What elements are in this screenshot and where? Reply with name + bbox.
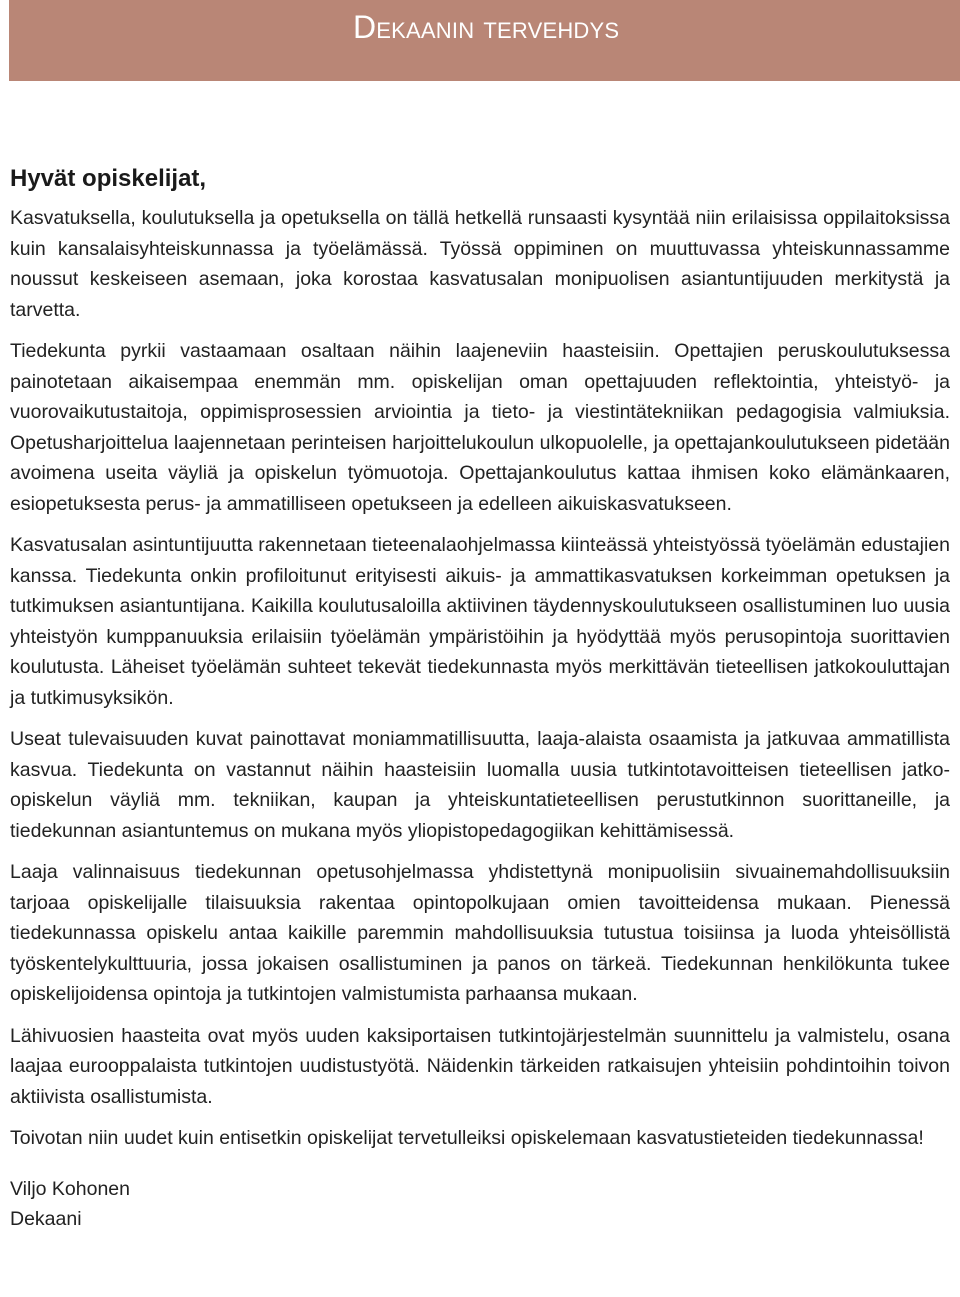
paragraph-7: Toivotan niin uudet kuin entisetkin opiskelijat tervetulleiksi opiskelemaan kasvatustieteiden tiedekunnassa! <box>10 1127 924 1149</box>
header-banner <box>9 0 960 81</box>
paragraph-5: Laaja valinnaisuus tiedekunnan opetusohjelmassa yhdistettynä monipuolisiin sivuainemahdollisuuksiin tarjoaa opiskelijalle tilaisuuksia rakentaa opintopolkujaan omien tavoitteidensa mukaan. Pienessä tiedekunnassa opiskelu antaa kaikille paremmin mahdollisuuksia tutustua toisiinsa ja luoda yhteisöllistä työskentelykulttuuria, jossa jokaisen osallistuminen ja panos on tärkeä. Tiedekunnan henkilökunta tukee opiskelijoidensa opintoja ja tutkintojen valmistumista parhaansa mukaan. <box>10 861 950 1005</box>
paragraph-6: Lähivuosien haasteita ovat myös uuden kaksiportaisen tutkintojärjestelmän suunnittelu ja valmistelu, osana laajaa eurooppalaista tutkintojen uudistustyötä. Näidenkin tärkeiden ratkaisujen yhteisiin pohdintoihin toivon aktiivista osallistumista. <box>10 1024 950 1108</box>
signature-title: Dekaani <box>10 1208 82 1230</box>
signature-name: Viljo Kohonen <box>10 1177 130 1200</box>
paragraph-3: Kasvatusalan asintuntijuutta rakennetaan tieteenalaohjelmassa kiinteässä yhteistyössä työelämän edustajien kanssa. Tiedekunta onkin profiloitunut erityisesti aikuis- ja ammattikasvatuksen korkeimman opetuksen ja tutkimuksen asiantuntijana. Kaikilla koulutusaloilla aktiivinen täydennyskoulutukseen osallistuminen luo uusia yhteistyön kumppanuuksia erilaisiin työelämän ympäristöihin ja hyödyttää myös perusopintoja suorittavien koulutusta. Läheiset työelämän suhteet tekevät tiedekunnasta myös merkittävän tieteellisen jatkokouluttajan ja tutkimusyksikön. <box>10 534 950 709</box>
paragraph-1: Kasvatuksella, koulutuksella ja opetuksella on tällä hetkellä runsaasti kysyntää niin erilaisissa oppilaitoksissa kuin kansalaisyhteiskunnassa ja työelämässä. Työssä oppiminen on muuttuvassa yhteiskunnassamme noussut keskeiseen asemaan, joka korostaa kasvatusalan monipuolisen asiantuntijuuden merkitystä ja tarvetta. <box>10 207 950 321</box>
signature-block <box>10 1174 950 1235</box>
paragraph-2: Tiedekunta pyrkii vastaamaan osaltaan näihin laajeneviin haasteisiin. Opettajien peruskoulutuksessa painotetaan aikaisempaa enemmän mm. opiskelijan oman opettajuuden reflektointia, yhteistyö- ja vuorovaikutustaitoja, oppimisprosessien arviointia ja tieto- ja viestintätekniikan pedagogisia valmiuksia. Opetusharjoittelua laajennetaan perinteisen harjoittelukoulun ulkopuolelle, ja opettajankoulutukseen pidetään avoimena useita väyliä ja opiskelun työmuotoja. Opettajankoulutus kattaa ihmisen koko elämänkaaren, esiopetuksesta perus- ja ammatilliseen opetukseen ja edelleen aikuiskasvatukseen. <box>10 340 950 515</box>
letter-body <box>10 203 950 1235</box>
page-title: Dekaanin tervehdys <box>353 9 620 45</box>
paragraph-4: Useat tulevaisuuden kuvat painottavat moniammatillisuutta, laaja-alaista osaamista ja jatkuvaa ammatillista kasvua. Tiedekunta on vastannut näihin haasteisiin luomalla uusia tutkintotavoitteisen tieteellisen jatko-opiskelun väyliä mm. tekniikan, kaupan ja yhteiskuntatieteellisen perustutkinnon suorittaneille, ja tiedekunnan asiantuntemus on mukana myös yliopistopedagogiikan kehittämisessä. <box>10 728 950 842</box>
salutation: Hyvät opiskelijat, <box>10 165 207 192</box>
